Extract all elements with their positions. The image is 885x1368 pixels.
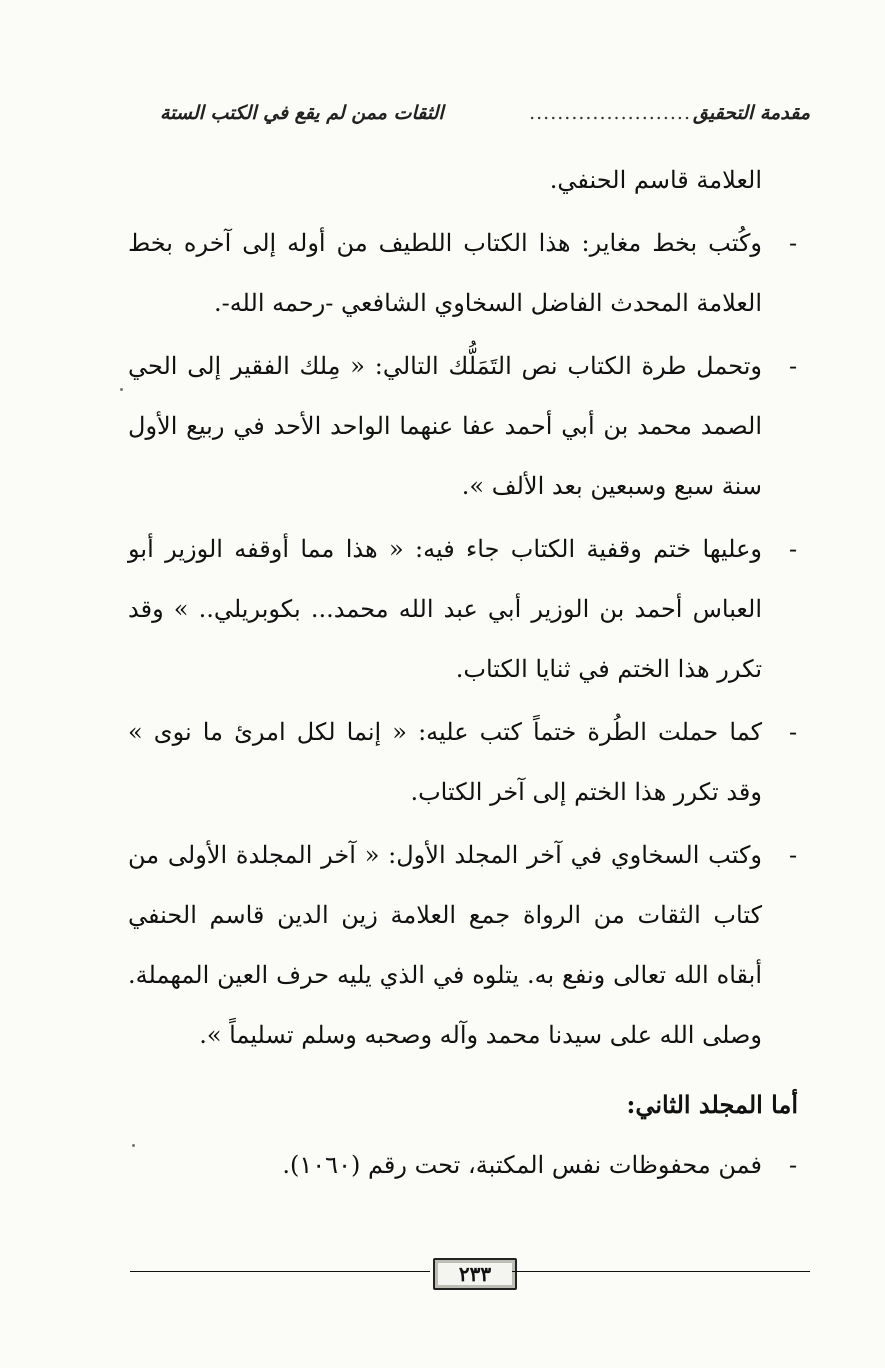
- header-leader-dots: .......................: [529, 102, 691, 124]
- list-item: [128, 519, 808, 699]
- section-heading: أما المجلد الثاني:: [626, 1090, 798, 1119]
- bullet-dash: -: [788, 1151, 798, 1179]
- list-item-text: وعليها ختم وقفية الكتاب جاء فيه: « هذا مما أوقفه الوزير أبو العباس أحمد بن الوزير أبي عبد الله محمد... بكوبريلي.. » وقد تكرر هذا الختم في ثنايا الكتاب.: [128, 535, 762, 683]
- header-book-title: الثقات ممن لم يقع في الكتب الستة: [160, 102, 444, 124]
- page-footer: [130, 1262, 810, 1298]
- bullet-dash: -: [788, 841, 798, 869]
- footer-rule-right: [512, 1271, 810, 1272]
- list-item-text: وتحمل طرة الكتاب نص التَمَلُّك التالي: « مِلك الفقير إلى الحي الصمد محمد بن أبي أحمد عفا عنهما الواحد الأحد في ربيع الأول سنة سبع وسبعين بعد الألف ».: [128, 352, 762, 500]
- body-text: [128, 150, 808, 1195]
- scan-speck: [120, 388, 123, 391]
- bullet-dash: -: [788, 229, 798, 257]
- list-item: [128, 336, 808, 516]
- list-item: [128, 213, 808, 333]
- list-item: [128, 825, 808, 1065]
- list-item-text: كما حملت الطُرة ختماً كتب عليه: « إنما لكل امرئ ما نوى » وقد تكرر هذا الختم إلى آخر الكتاب.: [128, 718, 762, 806]
- list-item: [128, 702, 808, 822]
- scan-speck: [132, 1144, 135, 1147]
- continuation-paragraph: العلامة قاسم الحنفي.: [549, 166, 762, 194]
- list-item: [128, 1135, 808, 1195]
- header-chapter-title: مقدمة التحقيق: [693, 102, 810, 124]
- list-item-text: فمن محفوظات نفس المكتبة، تحت رقم (١٠٦٠).: [282, 1151, 762, 1179]
- list-item-text: وكُتب بخط مغاير: هذا الكتاب اللطيف من أوله إلى آخره بخط العلامة المحدث الفاضل السخاوي الشافعي -رحمه الله-.: [128, 229, 762, 317]
- bullet-dash: -: [788, 535, 798, 563]
- page-number-badge: ٢٣٣: [433, 1258, 517, 1290]
- bullet-dash: -: [788, 352, 798, 380]
- running-header: [160, 102, 810, 138]
- footer-rule-left: [130, 1271, 430, 1272]
- bullet-dash: -: [788, 718, 798, 746]
- list-item-text: وكتب السخاوي في آخر المجلد الأول: « آخر المجلدة الأولى من كتاب الثقات من الرواة جمع العلامة زين الدين قاسم الحنفي أبقاه الله تعالى ونفع به. يتلوه في الذي يليه حرف العين المهملة. وصلى الله على سيدنا محمد وآله وصحبه وسلم تسليماً ».: [128, 841, 763, 1049]
